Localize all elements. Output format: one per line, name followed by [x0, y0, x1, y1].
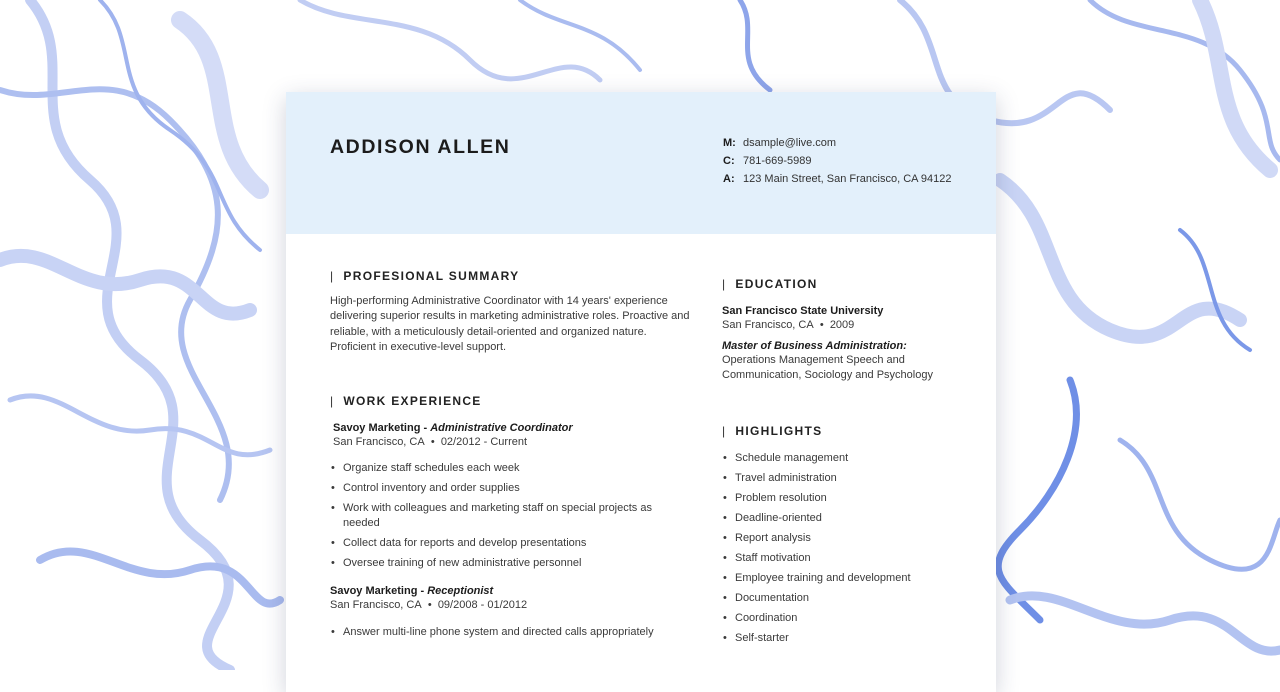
contact-email: dsample@live.com [743, 137, 837, 149]
resume-header [286, 92, 996, 234]
heading-separator: | [722, 277, 727, 291]
list-item: • Answer multi-line phone system and directed calls appropriately [330, 625, 690, 640]
contact-cell-key: C: [723, 155, 735, 167]
highlights-heading [722, 423, 972, 439]
summary-text: High-performing Administrative Coordinator with 14 years' experience delivering superior results in marketing administrative roles. Proactive and reliable, with a meticulously detail-oriented and organized nature. Proficient in executive-level support. [330, 295, 690, 353]
list-item: • Employee training and development [722, 571, 972, 586]
list-item: • Problem resolution [722, 491, 972, 506]
education-year: 2009 [829, 319, 855, 331]
work-heading-text: WORK EXPERIENCE [343, 394, 482, 409]
list-item: • Oversee training of new administrative personnel [330, 556, 690, 571]
summary-heading-text: PROFESIONAL SUMMARY [343, 269, 520, 283]
job-company: Savoy Marketing - [330, 585, 428, 598]
highlights-list [722, 451, 972, 646]
candidate-name: ADDISON ALLEN [330, 136, 511, 158]
job-bullets [330, 625, 690, 640]
resume-sheet [286, 92, 996, 692]
heading-separator: | [330, 394, 335, 409]
heading-separator: | [330, 269, 335, 283]
education-heading-text: EDUCATION [735, 277, 818, 291]
education-school: San Francisco State University [722, 305, 884, 317]
job-location: San Francisco, CA [330, 599, 422, 612]
contact-address-value: 123 Main Street, San Francisco, CA 94122 [743, 173, 952, 185]
meta-dot: • [819, 319, 824, 331]
list-item: • Control inventory and order supplies [330, 481, 690, 496]
meta-dot: • [430, 436, 435, 449]
education-meta [722, 319, 972, 331]
education-degree: Master of Business Administration: [722, 340, 907, 352]
job-dates: 02/2012 - Current [440, 436, 528, 449]
list-item: • Documentation [722, 591, 972, 606]
right-column [722, 276, 972, 651]
contact-address [723, 172, 952, 190]
meta-dot: • [427, 599, 432, 612]
contact-mobile-key: M: [723, 137, 736, 149]
contact-mobile [723, 136, 952, 154]
list-item: • Collect data for reports and develop presentations [330, 536, 690, 551]
list-item: • Schedule management [722, 451, 972, 466]
job-entry [330, 585, 690, 640]
list-item: • Self-starter [722, 631, 972, 646]
list-item: • Work with colleagues and marketing staff on special projects as needed [330, 501, 690, 531]
job-bullets [330, 461, 690, 571]
list-item: • Coordination [722, 611, 972, 626]
job-title [333, 422, 690, 434]
contact-phone: 781-669-5989 [743, 155, 812, 167]
list-item: • Travel administration [722, 471, 972, 486]
contact-block [723, 136, 952, 190]
highlights-heading-text: HIGHLIGHTS [735, 424, 823, 438]
list-item: • Organize staff schedules each week [330, 461, 690, 476]
contact-cell [723, 154, 952, 172]
job-title [330, 585, 690, 597]
list-item: • Staff motivation [722, 551, 972, 566]
education-location: San Francisco, CA [722, 319, 814, 331]
list-item: • Deadline-oriented [722, 511, 972, 526]
job-company: Savoy Marketing - [333, 422, 431, 435]
summary-heading [330, 268, 690, 284]
job-meta [330, 599, 690, 611]
job-role: Administrative Coordinator [430, 422, 573, 435]
job-location: San Francisco, CA [333, 436, 425, 449]
job-role: Receptionist [427, 585, 494, 598]
job-entry [330, 422, 690, 571]
job-meta [333, 436, 690, 448]
work-heading [330, 393, 690, 409]
job-dates: 09/2008 - 01/2012 [437, 599, 528, 612]
heading-separator: | [722, 424, 727, 438]
contact-address-key: A: [723, 173, 735, 185]
education-fields: Operations Management Speech and Communication, Sociology and Psychology [722, 354, 933, 381]
left-column [330, 268, 690, 645]
list-item: • Report analysis [722, 531, 972, 546]
education-heading [722, 276, 972, 292]
